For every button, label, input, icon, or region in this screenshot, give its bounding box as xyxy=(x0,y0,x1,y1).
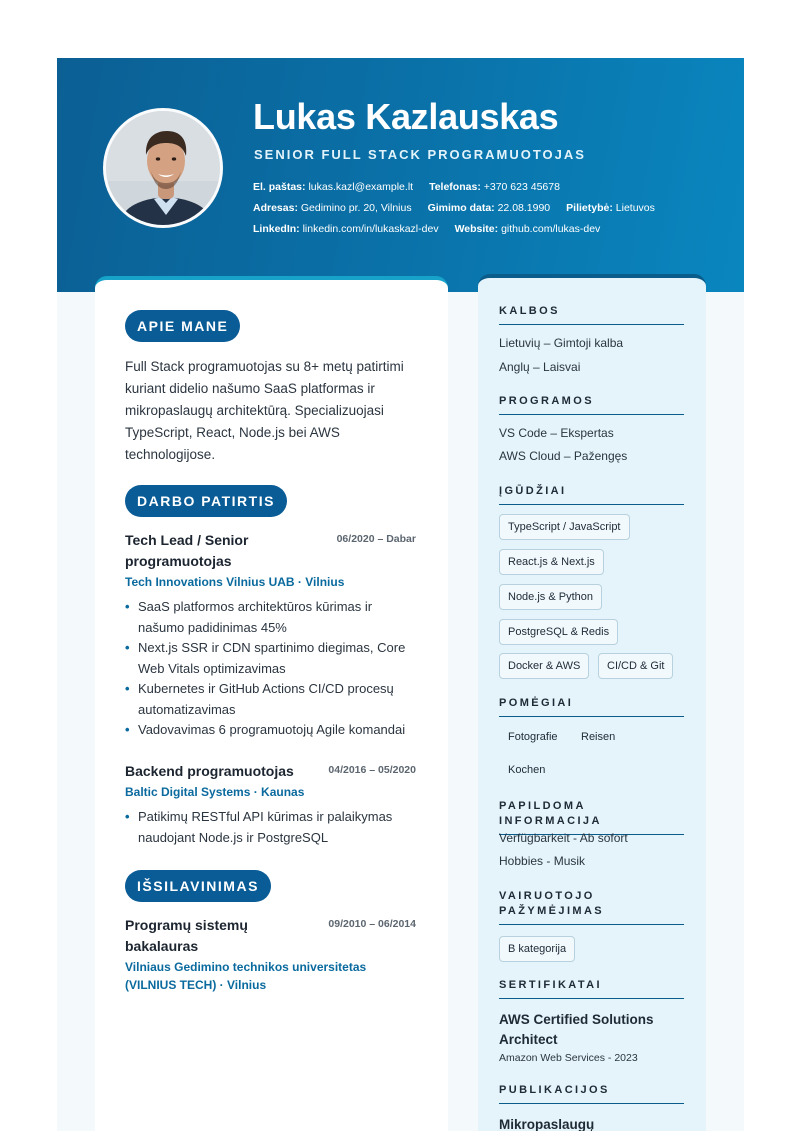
contact-row xyxy=(253,222,723,243)
job-title: Tech Lead / Senior programuotojas xyxy=(125,532,249,569)
contact-linkedin xyxy=(253,222,439,243)
education-school: Vilniaus Gedimino technikos universitetas (VILNIUS TECH) · Vilnius xyxy=(125,960,367,992)
additional-item: Verfügbarkeit - Ab sofort xyxy=(499,831,628,845)
citizenship-value: Lietuvos xyxy=(615,202,655,214)
hobby-item: Kochen xyxy=(508,764,546,776)
list-item: • Next.js SSR ir CDN spartinimo diegimas, Core Web Vitals optimizavimas xyxy=(125,638,415,679)
sidebar-heading-programs: PROGRAMOS xyxy=(499,394,684,415)
section-heading-experience: DARBO PATIRTIS xyxy=(125,485,287,517)
job-company: Baltic Digital Systems · Kaunas xyxy=(125,785,305,799)
contact-label: Adresas: xyxy=(253,202,298,214)
sidebar-heading-skills: ĮGŪDŽIAI xyxy=(499,484,684,505)
hobby-item: Fotografie xyxy=(508,731,558,743)
linkedin-link[interactable]: linkedin.com/in/lukaskazl-dev xyxy=(302,223,439,235)
contact-label: Pilietybė: xyxy=(566,202,613,214)
section-heading-about: APIE MANE xyxy=(125,310,240,342)
contact-label: Website: xyxy=(454,223,499,235)
list-item: • Patikimų RESTful API kūrimas ir palaikymas naudojant Node.js ir PostgreSQL xyxy=(125,807,415,848)
skill-tag: PostgreSQL & Redis xyxy=(499,619,618,645)
section-heading-education: IŠSILAVINIMAS xyxy=(125,870,271,902)
contact-website xyxy=(455,222,601,243)
certificate-title: AWS Certified Solutions Architect xyxy=(499,1012,654,1047)
sidebar-heading-publications: PUBLIKACIJOS xyxy=(499,1083,684,1104)
list-item: • Vadovavimas 6 programuotojų Agile komandai xyxy=(125,720,415,741)
main-column xyxy=(95,276,448,1131)
sidebar-heading-hobbies: POMĖGIAI xyxy=(499,696,684,717)
skill-tag: Docker & AWS xyxy=(499,653,589,679)
language-item: Lietuvių – Gimtoji kalba xyxy=(499,336,624,350)
contact-label: Gimimo data: xyxy=(427,202,495,214)
resume-page xyxy=(57,58,744,1131)
phone-value: +370 623 45678 xyxy=(483,181,560,193)
contact-row xyxy=(253,201,723,222)
candidate-title: SENIOR FULL STACK PROGRAMUOTOJAS xyxy=(254,147,586,162)
education-entry xyxy=(125,915,416,994)
job-company: Tech Innovations Vilnius UAB · Vilnius xyxy=(125,575,345,589)
program-item: AWS Cloud – Pažengęs xyxy=(499,449,628,463)
list-item: • Kubernetes ir GitHub Actions CI/CD procesų automatizavimas xyxy=(125,679,415,720)
sidebar-heading-license: VAIRUOTOJO PAŽYMĖJIMAS xyxy=(499,889,684,925)
skill-tag: CI/CD & Git xyxy=(598,653,673,679)
experience-entry xyxy=(125,761,416,848)
certificate-org: Amazon Web Services - 2023 xyxy=(499,1052,638,1064)
skill-tag: Node.js & Python xyxy=(499,584,602,610)
publication-title: Mikropaslaugų xyxy=(499,1117,595,1131)
sidebar-heading-additional: PAPILDOMA INFORMACIJA xyxy=(499,799,684,835)
contact-address xyxy=(253,201,412,222)
job-date: 06/2020 – Dabar xyxy=(336,533,416,545)
contact-birthdate xyxy=(428,201,551,222)
person-portrait-icon xyxy=(106,111,223,228)
contact-row xyxy=(253,180,723,201)
contact-citizenship xyxy=(566,201,655,222)
contact-label: LinkedIn: xyxy=(253,223,300,235)
additional-item: Hobbies - Musik xyxy=(499,854,586,868)
sidebar xyxy=(478,274,706,1131)
skill-tag: TypeScript / JavaScript xyxy=(499,514,630,540)
hobby-item: Reisen xyxy=(581,731,616,743)
birthdate-value: 22.08.1990 xyxy=(497,202,551,214)
language-item: Anglų – Laisvai xyxy=(499,360,581,374)
email-value: lukas.kazl@example.lt xyxy=(308,181,414,193)
experience-entry xyxy=(125,530,416,741)
contact-info xyxy=(253,180,723,243)
list-item: • SaaS platformos architektūros kūrimas ir našumo padidinimas 45% xyxy=(125,597,415,638)
contact-label: Telefonas: xyxy=(429,181,481,193)
contact-label: El. paštas: xyxy=(253,181,306,193)
resume-header xyxy=(57,58,744,292)
degree-title: Programų sistemų bakalauras xyxy=(125,917,248,954)
contact-phone xyxy=(429,180,560,201)
about-text: Full Stack programuotojas su 8+ metų patirtimi kuriant didelio našumo SaaS platformas ir mikropaslaugų architektūrą. Specializuojasi TypeScript, React, Node.js bei AWS technologijose. xyxy=(125,359,404,462)
license-tag: B kategorija xyxy=(499,936,575,962)
job-bullets xyxy=(125,807,416,848)
skill-tag: React.js & Next.js xyxy=(499,549,604,575)
sidebar-heading-certificates: SERTIFIKATAI xyxy=(499,978,684,999)
website-link[interactable]: github.com/lukas-dev xyxy=(501,223,601,235)
job-title: Backend programuotojas xyxy=(125,763,294,779)
job-date: 04/2016 – 05/2020 xyxy=(328,764,416,776)
program-item: VS Code – Ekspertas xyxy=(499,426,614,440)
job-bullets xyxy=(125,597,416,741)
education-date: 09/2010 – 06/2014 xyxy=(328,918,416,930)
contact-email xyxy=(253,180,413,201)
profile-photo xyxy=(103,108,223,228)
sidebar-heading-languages: KALBOS xyxy=(499,304,684,325)
address-value: Gedimino pr. 20, Vilnius xyxy=(300,202,412,214)
candidate-name: Lukas Kazlauskas xyxy=(253,96,559,137)
